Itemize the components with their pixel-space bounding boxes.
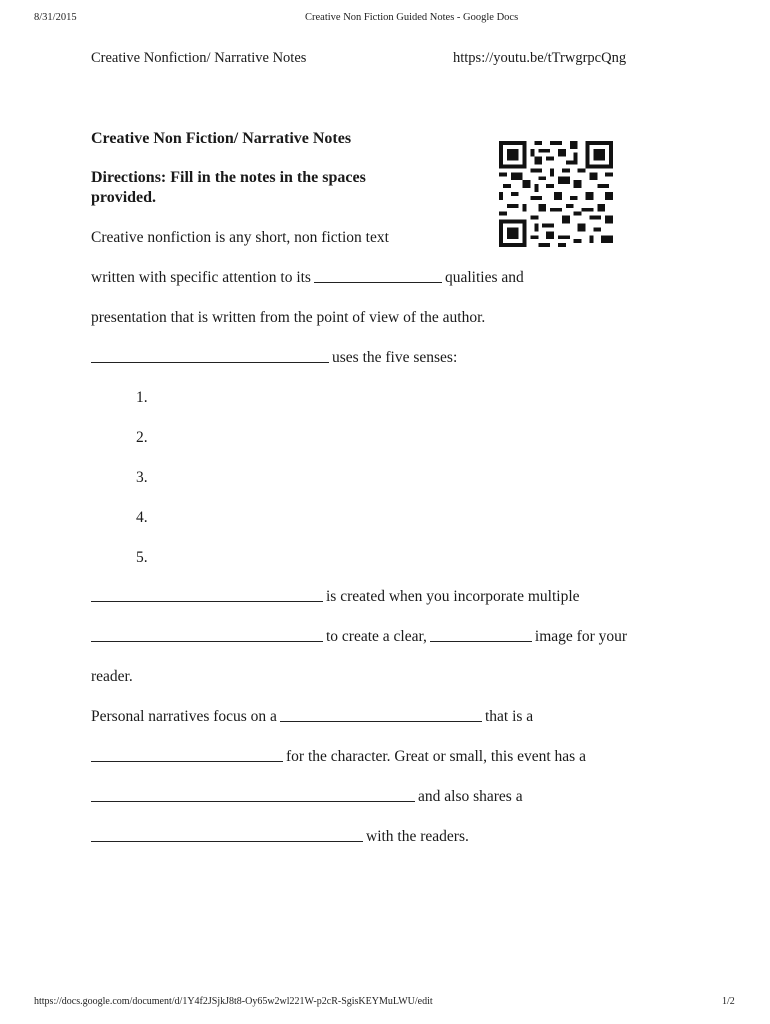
narr-line-3	[91, 788, 523, 806]
narr-text-1b: that is a	[484, 708, 534, 725]
para1-line-3: presentation that is written from the point of view of the author.	[91, 309, 486, 326]
reader-line: reader.	[91, 668, 133, 685]
created-line	[91, 588, 580, 606]
para1-line-2	[91, 269, 524, 287]
narr-text-3: and also shares a	[418, 788, 523, 805]
list-item-2: 2.	[136, 429, 148, 446]
clear-text-a: to create a clear,	[326, 628, 427, 645]
list-item-3: 3.	[136, 469, 148, 486]
page-title: Creative Non Fiction/ Narrative Notes	[91, 130, 352, 147]
list-item-5: 5.	[136, 549, 148, 566]
blank-qualities[interactable]	[314, 281, 442, 283]
blank-shares[interactable]	[91, 840, 363, 842]
clear-text-b: image for your	[534, 628, 628, 645]
qr-code-icon	[499, 140, 613, 248]
blank-multiple[interactable]	[91, 640, 323, 642]
doc-header-left: Creative Nonfiction/ Narrative Notes	[91, 50, 307, 66]
blank-event[interactable]	[91, 800, 415, 802]
clear-line	[91, 628, 627, 646]
senses-text: uses the five senses:	[332, 349, 458, 366]
narr-text-4: with the readers.	[366, 828, 469, 845]
list-item-4: 4.	[136, 509, 148, 526]
created-text: is created when you incorporate multiple	[326, 588, 580, 605]
directions-line-1: Directions: Fill in the notes in the spaces	[91, 169, 366, 186]
para1-line-2b: qualities and	[444, 269, 524, 286]
footer-url: https://docs.google.com/document/d/1Y4f2JSjkJ8t8-Oy65w2wl221W-p2cR-SgisKEYMuLWU/edit	[34, 996, 433, 1007]
narr-line-1	[91, 708, 533, 726]
footer-page: 1/2	[722, 996, 735, 1007]
blank-focus[interactable]	[280, 720, 482, 722]
senses-line	[91, 349, 457, 367]
para1-line-1: Creative nonfiction is any short, non fiction text	[91, 229, 389, 246]
doc-header-link[interactable]: https://youtu.be/tTrwgrpcQng	[453, 50, 627, 66]
narr-text-2: for the character. Great or small, this event has a	[286, 748, 586, 765]
para1-line-2a: written with specific attention to its	[91, 269, 311, 286]
print-date: 8/31/2015	[34, 12, 77, 23]
blank-senses[interactable]	[91, 361, 329, 363]
print-title: Creative Non Fiction Guided Notes - Google Docs	[305, 12, 519, 23]
narr-line-4	[91, 828, 469, 846]
list-item-1: 1.	[136, 389, 148, 406]
narr-line-2	[91, 748, 586, 766]
directions-line-2: provided.	[91, 189, 157, 206]
blank-image[interactable]	[430, 640, 532, 642]
blank-character[interactable]	[91, 760, 283, 762]
blank-created[interactable]	[91, 600, 323, 602]
narr-text-1a: Personal narratives focus on a	[91, 708, 277, 725]
